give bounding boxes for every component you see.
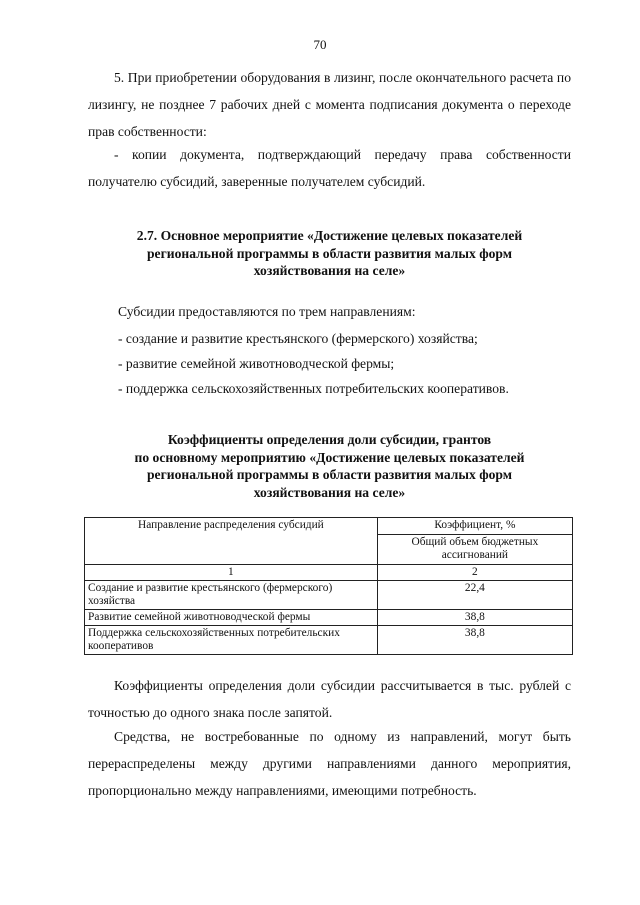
section-heading-line-3: хозяйствования на селе» [253,263,406,278]
header-direction: Направление распределения субсидий [85,518,378,565]
section-heading-line-1: 2.7. Основное мероприятие «Достижение целевых показателей [136,228,523,243]
table-row [85,581,573,610]
direction-item: - поддержка сельскохозяйственных потребительских кооперативов. [118,381,509,396]
table-title-line-4: хозяйствования на селе» [253,484,406,500]
closing-paragraph-1: Коэффициенты определения доли субсидии рассчитывается в тыс. рублей с точностью до одного знака после запятой. [88,678,571,720]
numbering-col2: 2 [377,565,572,581]
direction-item: - развитие семейной животноводческой фермы; [118,356,395,371]
closing-paragraph-2: Средства, не востребованные по одному из направлений, могут быть перераспределены между другими направлениями данного мероприятия, пропорционально между направлениями, имеющими потребность. [88,729,571,798]
numbering-col1: 1 [85,565,378,581]
table-title [88,431,571,501]
row-direction: Развитие семейной животноводческой фермы [85,610,378,626]
header-budget: Общий объем бюджетных ассигнований [377,534,572,564]
row-coefficient: 38,8 [377,610,572,626]
row-coefficient: 22,4 [377,581,572,610]
page-number: 70 [313,37,327,52]
table-title-line-2: по основному мероприятию «Достижение целевых показателей [134,449,525,465]
row-direction: Создание и развитие крестьянского (фермерского) хозяйства [85,581,378,610]
table-row [85,610,573,626]
directions-intro: Субсидии предоставляются по трем направлениям: [118,304,416,319]
item5-paragraph: 5. При приобретении оборудования в лизинг, после окончательного расчета по лизингу, не позднее 7 рабочих дней с момента подписания документа о переходе прав собственности: [88,70,571,139]
row-direction: Поддержка сельскохозяйственных потребительских кооперативов [85,626,378,655]
coefficients-table [84,517,573,655]
section-heading-line-2: региональной программы в области развития малых форм [146,245,513,261]
table-row [85,626,573,655]
table-title-line-1: Коэффициенты определения доли субсидии, грантов [167,432,492,447]
section-heading [88,227,571,280]
item5-bullet: - копии документа, подтверждающий передачу права собственности получателю субсидий, заверенные получателем субсидий. [88,147,571,189]
row-coefficient: 38,8 [377,626,572,655]
table-header-row [85,518,573,535]
header-coefficient: Коэффициент, % [377,518,572,535]
table-title-line-3: региональной программы в области развития малых форм [146,467,513,482]
table-numbering-row [85,565,573,581]
direction-item: - создание и развитие крестьянского (фермерского) хозяйства; [118,331,478,346]
